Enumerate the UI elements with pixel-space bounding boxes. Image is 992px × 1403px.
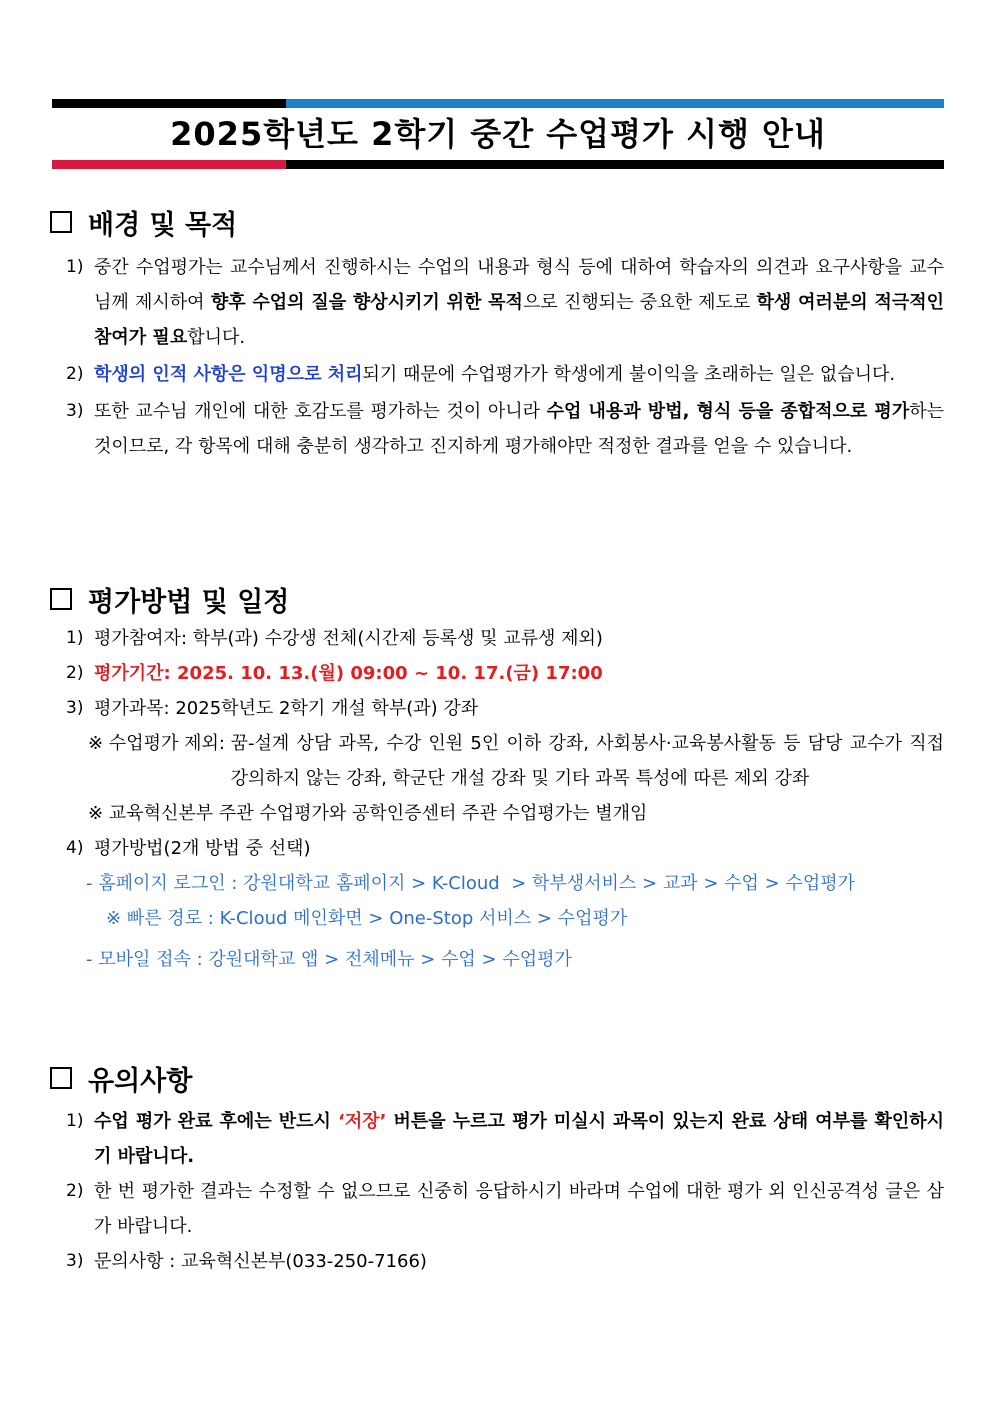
title-bar-bottom-right — [286, 160, 944, 169]
title-bar-bottom-left — [52, 160, 286, 169]
item-bold-text: 학생 여러분의 적극적인 참여가 필요 — [94, 292, 944, 348]
checkbox-square-icon — [50, 1067, 72, 1089]
item-text: 으로 진행되는 중요한 제도로 — [522, 292, 757, 313]
item-number: 2) — [66, 364, 84, 384]
item-text: 하는 것이므로, 각 항목에 대해 충분히 생각하고 진지하게 평가해야만 적정한 결과를 얻을 수 있습니다. — [94, 401, 944, 457]
list-item — [50, 394, 944, 464]
item-bold-text: 버튼을 누르고 평가 미실시 과목이 있는지 완료 상태 여부를 확인하시기 바랍니다. — [94, 1111, 944, 1167]
section-heading-text: 배경 및 목적 — [88, 209, 238, 241]
save-keyword: ‘저장’ — [338, 1111, 387, 1132]
item-text: 평가과목: 2025학년도 2학기 개설 학부(과) 강좌 — [94, 698, 479, 719]
item-bold-text: 수업 평가 완료 후에는 반드시 — [94, 1111, 338, 1132]
list-item — [50, 831, 944, 866]
list-item — [50, 1104, 944, 1174]
section-heading — [50, 577, 944, 621]
contact-text: 문의사항 : 교육혁신본부(033-250-7166) — [94, 1251, 427, 1272]
section-heading-text: 평가방법 및 일정 — [88, 586, 290, 618]
item-number: 3) — [66, 401, 84, 421]
item-number: 2) — [66, 663, 84, 683]
item-number: 1) — [66, 628, 84, 648]
item-number: 1) — [66, 257, 84, 277]
exclusion-label: ※ 수업평가 제외: — [88, 733, 231, 754]
list-item — [50, 621, 944, 656]
separate-evaluation-note: ※ 교육혁신본부 주관 수업평가와 공학인증센터 주관 수업평가는 별개임 — [88, 803, 648, 824]
section-method — [50, 577, 944, 977]
item-text: 또한 교수님 개인에 대한 호감도를 평가하는 것이 아니라 — [94, 401, 547, 422]
checkbox-square-icon — [50, 211, 72, 233]
evaluation-period-text: 평가기간: 2025. 10. 13.(월) 09:00 ~ 10. 17.(금) 17:00 — [94, 663, 603, 684]
list-item — [50, 357, 944, 392]
title-bar-top-right — [286, 99, 944, 108]
item-number: 4) — [66, 838, 84, 858]
section-heading — [50, 200, 944, 244]
section-notice — [50, 1056, 944, 1279]
item-text: 평가방법(2개 방법 중 선택) — [94, 838, 311, 859]
checkbox-square-icon — [50, 588, 72, 610]
section-heading — [50, 1056, 944, 1100]
item-number: 1) — [66, 1111, 84, 1131]
section-heading-text: 유의사항 — [88, 1065, 193, 1097]
item-bold-text: 향후 수업의 질을 향상시키기 위한 목적 — [210, 292, 523, 313]
list-item — [50, 250, 944, 355]
exclusion-note — [50, 726, 944, 796]
section-background — [50, 200, 944, 464]
item-text: 합니다. — [187, 327, 246, 348]
homepage-path: - 홈페이지 로그인 : 강원대학교 홈페이지 > K-Cloud > 학부생서비스 > 교과 > 수업 > 수업평가 — [86, 873, 855, 894]
page-title: 2025학년도 2학기 중간 수업평가 시행 안내 — [170, 115, 826, 153]
item-text: 중간 수업평가는 교수님께서 진행하시는 수업의 내용과 형식 등에 대하여 학습자의 의견과 요구사항을 교수님께 제시하여 — [94, 257, 944, 313]
exclusion-text: 꿈-설계 상담 과목, 수강 인원 5인 이하 강좌, 사회봉사·교육봉사활동 등 담당 교수가 직접 강의하지 않는 강좌, 학군단 개설 강좌 및 기타 과목 특성에 따른 제외 강좌 — [230, 733, 944, 789]
item-number: 2) — [66, 1181, 84, 1201]
title-bar-bottom — [52, 160, 944, 169]
list-item — [50, 691, 944, 726]
item-bold-text: 수업 내용과 방법, 형식 등을 종합적으로 평가 — [546, 401, 910, 422]
list-item — [50, 1174, 944, 1244]
item-number: 3) — [66, 1251, 84, 1271]
quick-path: ※ 빠른 경로 : K-Cloud 메인화면 > One-Stop 서비스 > 수업평가 — [106, 908, 628, 929]
title-bar-top-left — [52, 99, 286, 108]
item-text: 평가참여자: 학부(과) 수강생 전체(시간제 등록생 및 교류생 제외) — [94, 628, 603, 649]
item-text: 되기 때문에 수업평가가 학생에게 불이익을 초래하는 일은 없습니다. — [362, 364, 896, 385]
list-item — [50, 656, 944, 691]
title-bar-top — [52, 99, 944, 108]
list-item — [50, 1244, 944, 1279]
item-number: 3) — [66, 698, 84, 718]
mobile-path: - 모바일 접속 : 강원대학교 앱 > 전체메뉴 > 수업 > 수업평가 — [86, 949, 572, 970]
item-text: 한 번 평가한 결과는 수정할 수 없으므로 신중히 응답하시기 바라며 수업에 대한 평가 외 인신공격성 글은 삼가 바랍니다. — [94, 1181, 944, 1237]
item-highlight-text: 학생의 인적 사항은 익명으로 처리 — [94, 364, 363, 385]
